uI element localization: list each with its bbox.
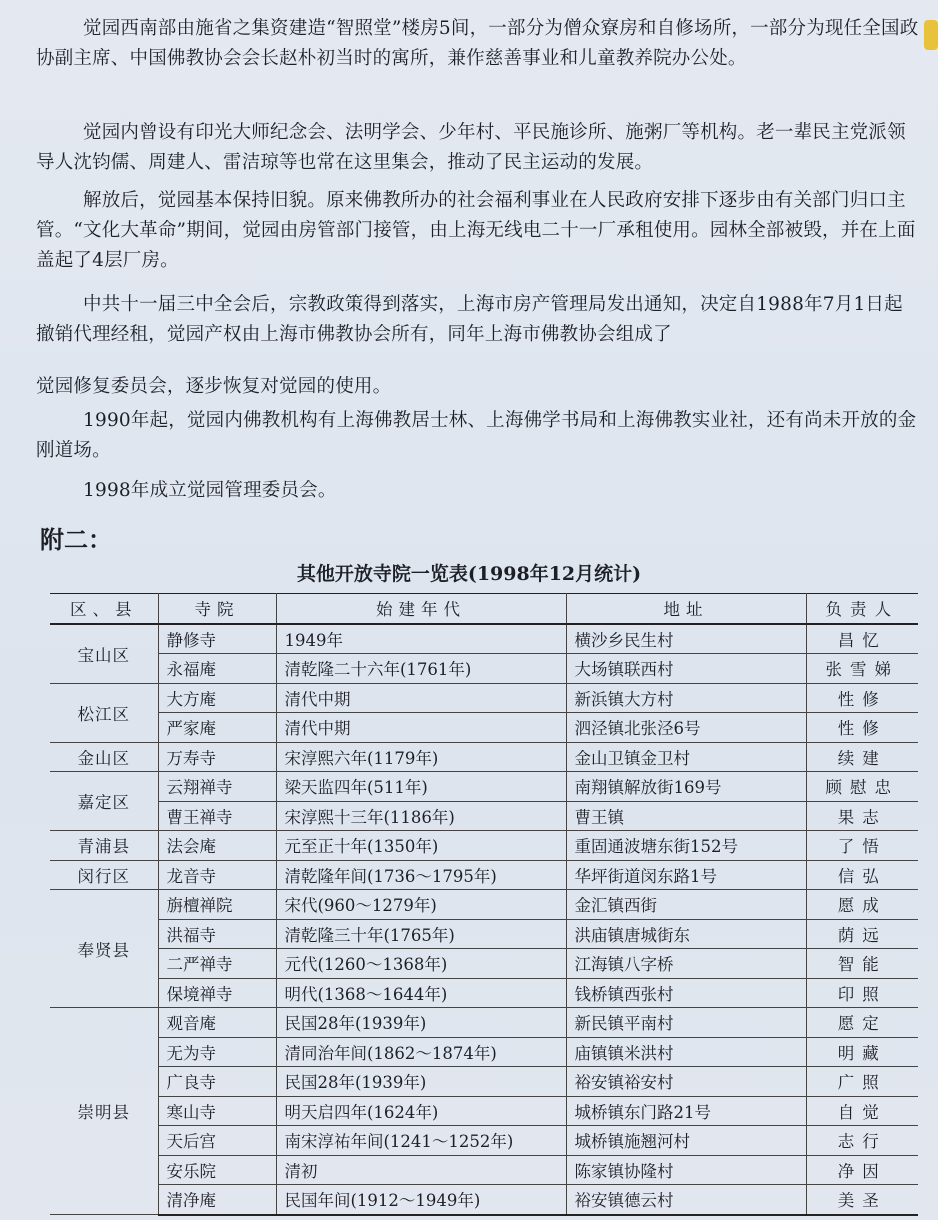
temple-cell: 万寿寺 (158, 742, 276, 772)
person-cell: 续建 (806, 742, 918, 772)
address-cell: 大场镇联西村 (566, 654, 806, 684)
person-cell: 果志 (806, 801, 918, 831)
founded-cell: 宋代(960～1279年) (276, 890, 566, 920)
paragraph-zhizhaotang: 觉园西南部由施省之集资建造“智照堂”楼房5间，一部分为僧众寮房和自修场所，一部分为现任全国政协副主席、中国佛教协会会长赵朴初当时的寓所，兼作慈善事业和儿童教养院办公处。 (36, 18, 919, 69)
person-cell: 顾慰忠 (806, 772, 918, 802)
district-cell: 金山区 (50, 742, 158, 772)
person-cell: 印照 (806, 978, 918, 1008)
temple-cell: 龙音寺 (158, 860, 276, 890)
district-cell: 松江区 (50, 683, 158, 742)
founded-cell: 明天启四年(1624年) (276, 1096, 566, 1126)
address-cell: 华坪街道闵东路1号 (566, 860, 806, 890)
founded-cell: 1949年 (276, 624, 566, 654)
address-cell: 新浜镇大方村 (566, 683, 806, 713)
temple-cell: 法会庵 (158, 831, 276, 861)
address-cell: 裕安镇裕安村 (566, 1067, 806, 1097)
person-cell: 自觉 (806, 1096, 918, 1126)
table-row (50, 831, 918, 861)
person-cell: 志行 (806, 1126, 918, 1156)
district-cell: 崇明县 (50, 1008, 158, 1215)
person-cell: 性修 (806, 713, 918, 743)
founded-cell: 清同治年间(1862～1874年) (276, 1037, 566, 1067)
table-row (50, 1096, 918, 1126)
person-cell: 愿成 (806, 890, 918, 920)
founded-cell: 梁天监四年(511年) (276, 772, 566, 802)
address-cell: 金山卫镇金卫村 (566, 742, 806, 772)
founded-cell: 宋淳熙十三年(1186年) (276, 801, 566, 831)
temple-cell: 无为寺 (158, 1037, 276, 1067)
paragraph-1990: 1990年起，觉园内佛教机构有上海佛教居士林、上海佛学书局和上海佛教实业社，还有尚未开放的金刚道场。 (36, 410, 917, 461)
temple-cell: 安乐院 (158, 1155, 276, 1185)
temple-cell: 广良寺 (158, 1067, 276, 1097)
temple-table (50, 593, 918, 1216)
table-row (50, 949, 918, 979)
table-row (50, 1185, 918, 1215)
table-row (50, 978, 918, 1008)
table-row (50, 1155, 918, 1185)
temple-cell: 严家庵 (158, 713, 276, 743)
district-cell: 青浦县 (50, 831, 158, 861)
founded-cell: 明代(1368～1644年) (276, 978, 566, 1008)
page-edge-tab (924, 20, 938, 50)
temple-cell: 洪福寺 (158, 919, 276, 949)
temple-cell: 大方庵 (158, 683, 276, 713)
table-row (50, 713, 918, 743)
paragraph-after-liberation: 解放后，觉园基本保持旧貌。原来佛教所办的社会福利事业在人民政府安排下逐步由有关部门归口主管。“文化大革命”期间，觉园由房管部门接管，由上海无线电二十一厂承租使用。园林全部被毁，并在上面盖起了4层厂房。 (36, 190, 916, 271)
person-cell: 智能 (806, 949, 918, 979)
address-cell: 洪庙镇唐城街东 (566, 919, 806, 949)
address-cell: 泗泾镇北张泾6号 (566, 713, 806, 743)
founded-cell: 清乾隆年间(1736～1795年) (276, 860, 566, 890)
district-cell: 闵行区 (50, 860, 158, 890)
address-cell: 庙镇镇米洪村 (566, 1037, 806, 1067)
address-cell: 江海镇八字桥 (566, 949, 806, 979)
district-cell: 奉贤县 (50, 890, 158, 1008)
table-row (50, 654, 918, 684)
person-cell: 信弘 (806, 860, 918, 890)
table-row (50, 742, 918, 772)
temple-cell: 云翔禅寺 (158, 772, 276, 802)
person-cell: 愿定 (806, 1008, 918, 1038)
temple-cell: 曹王禅寺 (158, 801, 276, 831)
temple-cell: 寒山寺 (158, 1096, 276, 1126)
table-row (50, 801, 918, 831)
temple-cell: 保境禅寺 (158, 978, 276, 1008)
paragraph-policy: 中共十一届三中全会后，宗教政策得到落实，上海市房产管理局发出通知，决定自1988年7月1日起撤销代理经租，觉园产权由上海市佛教协会所有，同年上海市佛教协会组成了 (36, 294, 903, 345)
person-cell: 张雪娣 (806, 654, 918, 684)
address-cell: 横沙乡民生村 (566, 624, 806, 654)
temple-cell: 静修寺 (158, 624, 276, 654)
temple-cell: 永福庵 (158, 654, 276, 684)
founded-cell: 民国28年(1939年) (276, 1067, 566, 1097)
table-row (50, 683, 918, 713)
founded-cell: 民国年间(1912～1949年) (276, 1185, 566, 1215)
header-address: 地址 (566, 594, 806, 624)
address-cell: 金汇镇西街 (566, 890, 806, 920)
person-cell: 美圣 (806, 1185, 918, 1215)
founded-cell: 清乾隆三十年(1765年) (276, 919, 566, 949)
header-person: 负责人 (806, 594, 918, 624)
founded-cell: 清代中期 (276, 713, 566, 743)
address-cell: 城桥镇东门路21号 (566, 1096, 806, 1126)
address-cell: 新民镇平南村 (566, 1008, 806, 1038)
district-cell: 嘉定区 (50, 772, 158, 831)
temple-cell: 二严禅寺 (158, 949, 276, 979)
person-cell: 净因 (806, 1155, 918, 1185)
address-cell: 曹王镇 (566, 801, 806, 831)
paragraph-institutions: 觉园内曾设有印光大师纪念会、法明学会、少年村、平民施诊所、施粥厂等机构。老一辈民主党派领导人沈钧儒、周建人、雷洁琼等也常在这里集会，推动了民主运动的发展。 (36, 122, 906, 173)
address-cell: 南翔镇解放街169号 (566, 772, 806, 802)
founded-cell: 宋淳熙六年(1179年) (276, 742, 566, 772)
table-row (50, 624, 918, 654)
district-cell: 宝山区 (50, 624, 158, 684)
header-district: 区、县 (50, 594, 158, 624)
founded-cell: 清乾隆二十六年(1761年) (276, 654, 566, 684)
paragraph-restoration: 觉园修复委员会，逐步恢复对觉园的使用。 (36, 376, 392, 397)
address-cell: 城桥镇施翘河村 (566, 1126, 806, 1156)
founded-cell: 清初 (276, 1155, 566, 1185)
temple-cell: 观音庵 (158, 1008, 276, 1038)
appendix-label: 附二： (40, 526, 112, 554)
header-temple: 寺院 (158, 594, 276, 624)
person-cell: 广照 (806, 1067, 918, 1097)
person-cell: 了悟 (806, 831, 918, 861)
person-cell: 荫远 (806, 919, 918, 949)
temple-cell: 旃檀禅院 (158, 890, 276, 920)
table-row (50, 1008, 918, 1038)
table-row (50, 890, 918, 920)
table-row (50, 1037, 918, 1067)
header-founded: 始建年代 (276, 594, 566, 624)
address-cell: 陈家镇协隆村 (566, 1155, 806, 1185)
table-row (50, 919, 918, 949)
founded-cell: 清代中期 (276, 683, 566, 713)
table-row (50, 1126, 918, 1156)
person-cell: 昌忆 (806, 624, 918, 654)
founded-cell: 元至正十年(1350年) (276, 831, 566, 861)
table-row (50, 1067, 918, 1097)
address-cell: 重固通波塘东街152号 (566, 831, 806, 861)
table-title: 其他开放寺院一览表(1998年12月统计) (296, 563, 642, 585)
table-row (50, 860, 918, 890)
table-header-row (50, 594, 918, 624)
table-row (50, 772, 918, 802)
temple-cell: 清净庵 (158, 1185, 276, 1215)
founded-cell: 元代(1260～1368年) (276, 949, 566, 979)
founded-cell: 南宋淳祐年间(1241～1252年) (276, 1126, 566, 1156)
person-cell: 明藏 (806, 1037, 918, 1067)
address-cell: 裕安镇德云村 (566, 1185, 806, 1215)
temple-cell: 天后宫 (158, 1126, 276, 1156)
paragraph-1998: 1998年成立觉园管理委员会。 (83, 480, 337, 501)
address-cell: 钱桥镇西张村 (566, 978, 806, 1008)
founded-cell: 民国28年(1939年) (276, 1008, 566, 1038)
person-cell: 性修 (806, 683, 918, 713)
